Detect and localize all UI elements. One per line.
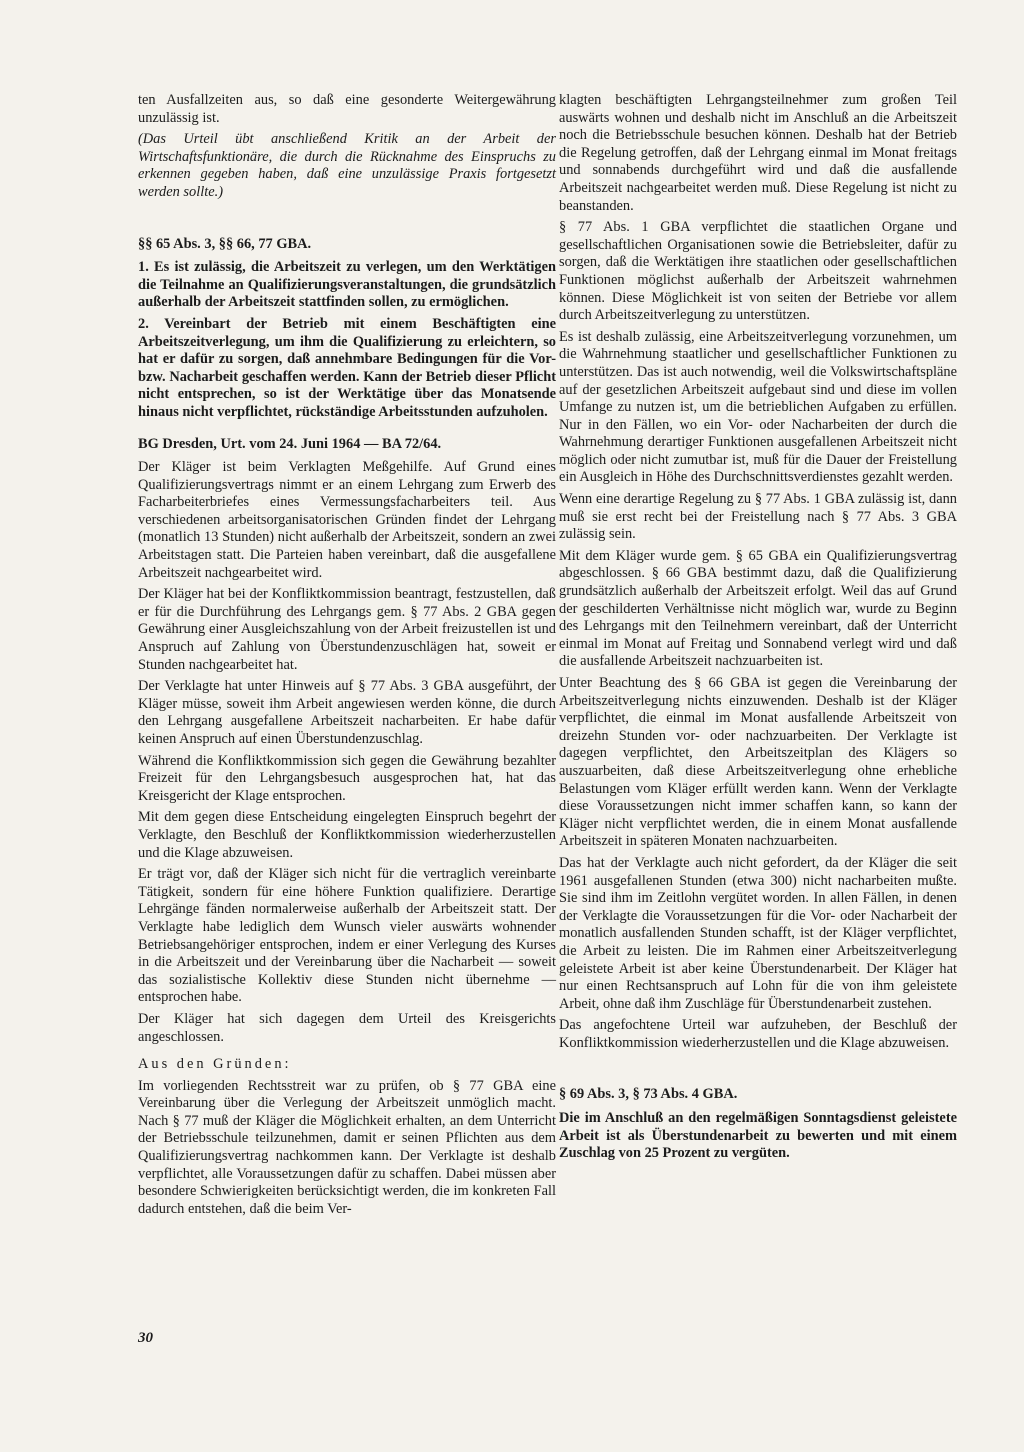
paragraph: Der Verklagte hat unter Hinweis auf § 77 Abs. 3 GBA ausgeführt, der Kläger müsse, soweit ihm Arbeit angewiesen werden könne, die durch den Lehrgang ausgefallene Arbeitszeit nacharbeiten. Er habe dafür keinen Anspruch auf einen Überstundenzuschlag. bbox=[138, 678, 556, 747]
right-column bbox=[559, 92, 957, 1167]
headnote-1: 1. Es ist zulässig, die Arbeitszeit zu verlegen, um den Werktätigen die Teilnahme an Qualifizierungsveranstaltungen, die grundsätzlich außerhalb der Arbeitszeit stattfinden sollen, zu ermöglichen. bbox=[138, 259, 556, 311]
page-number: 30 bbox=[138, 1330, 153, 1346]
paragraph: Während die Konfliktkommission sich gegen die Gewährung bezahlter Freizeit für den Lehrgangsbesuch ausgesprochen hat, hat das Kreisgericht der Klage entsprochen. bbox=[138, 752, 556, 804]
spacer bbox=[138, 206, 556, 236]
spacer bbox=[138, 426, 556, 436]
paragraph: Er trägt vor, daß der Kläger sich nicht für die vertraglich vereinbarte Tätigkeit, sondern für eine höhere Funktion qualifiziere. Derartige Lehrgänge fänden normalerweise außerhalb der Arbeitszeit statt. Der Verklagte habe lediglich dem Wunsch vieler auswärts wohnender Betriebsangehöriger entsprochen, indem er einer Verlegung des Kurses in die Arbeitszeit und der Vereinbarung über die Nacharbeit — soweit das sozialistische Kollektiv diese Stunden nicht übernehme — entsprochen habe. bbox=[138, 866, 556, 1006]
paragraph: Das angefochtene Urteil war aufzuheben, der Beschluß der Konfliktkommission wiederherzustellen und die Klage abzuweisen. bbox=[559, 1017, 957, 1051]
paragraph: § 77 Abs. 1 GBA verpflichtet die staatlichen Organe und gesellschaftlichen Organisationen sowie die Betriebsleiter, dafür zu sorgen, daß die Werktätigen ihre staatlichen oder gesellschaftlichen Funktionen möglichst außerhalb der Arbeitszeit wahrnehmen können. Diese Möglichkeit ist von seiten der Betriebe vor allem durch Arbeitszeitverlegung zu unterstützen. bbox=[559, 219, 957, 324]
paragraph: Der Kläger ist beim Verklagten Meßgehilfe. Auf Grund eines Qualifizierungsvertrags nimmt er an einem Lehrgang zum Erwerb des Facharbeiterbriefes eines Vermessungsfacharbeiters teil. Aus verschiedenen arbeitsorganisatorischen Gründen findet der Lehrgang (monatlich 13 Stunden) nicht außerhalb der Arbeitszeit, sondern an zwei Arbeitstagen statt. Die Parteien haben vereinbart, daß die ausgefallene Arbeitszeit nachgearbeitet wird. bbox=[138, 459, 556, 581]
paragraph: Wenn eine derartige Regelung zu § 77 Abs. 1 GBA zulässig ist, dann muß sie erst recht bei der Freistellung nach § 77 Abs. 3 GBA zulässig sein. bbox=[559, 491, 957, 543]
section-heading: § 69 Abs. 3, § 73 Abs. 4 GBA. bbox=[559, 1086, 738, 1103]
paragraph: Im vorliegenden Rechtsstreit war zu prüfen, ob § 77 GBA eine Vereinbarung über die Verlegung der Arbeitszeit unmöglich macht. Nach § 77 muß der Kläger die Möglichkeit erhalten, an dem Unterricht der Betriebsschule teilzunehmen, damit er seinen Pflichten aus dem Qualifizierungsvertrag nachkommen kann. Der Verklagte ist deshalb verpflichtet, alle Voraussetzungen dafür zu schaffen. Dabei müssen aber besondere Schwierigkeiten berücksichtigt werden, die im konkreten Fall dadurch entstehen, daß die beim Ver- bbox=[138, 1077, 556, 1217]
left-column bbox=[138, 92, 556, 1222]
paragraph: Unter Beachtung des § 66 GBA ist gegen die Vereinbarung der Arbeitszeitverlegung nichts einzuwenden. Deshalb ist der Kläger verpflichtet, die einmal im Monat ausfallende Arbeitszeit von dreizehn Stunden vor- oder nachzuarbeiten. Der Verklagte ist dagegen verpflichtet, den Arbeitszeitplan des Klägers so auszuarbeiten, daß diese Arbeitszeitverlegung ohne erhebliche Belastungen vom Kläger erfüllt werden kann. Wenn der Verklagte diese Voraussetzungen nicht immer schaffen kann, so kann der Kläger nicht verpflichtet werden, die in einem Monat ausfallende Arbeitszeit in späteren Monaten nachzuarbeiten. bbox=[559, 675, 957, 850]
editorial-note: (Das Urteil übt anschließend Kritik an der Arbeit der Wirtschaftsfunktionäre, die durch die Rücknahme des Einspruchs zu erkennen gegeben haben, daß eine unzulässige Praxis fortgesetzt werden sollte.) bbox=[138, 131, 556, 200]
section-heading: §§ 65 Abs. 3, §§ 66, 77 GBA. bbox=[138, 235, 312, 252]
paragraph: klagten beschäftigten Lehrgangsteilnehmer zum großen Teil auswärts wohnen und deshalb nicht im Anschluß an die Arbeitszeit noch die Betriebsschule besuchen können. Deshalb hat der Betrieb die Regelung getroffen, daß der Lehrgang einmal im Monat freitags und sonnabends durchgeführt wird und daß die ausfallende Arbeitszeit nachgearbeitet werden muß. Diese Regelung ist nicht zu beanstanden. bbox=[559, 92, 957, 214]
paragraph: ten Ausfallzeiten aus, so daß eine gesonderte Weitergewährung unzulässig ist. bbox=[138, 92, 556, 126]
paragraph: Der Kläger hat bei der Konfliktkommission beantragt, festzustellen, daß er für die Durchführung des Lehrgangs gem. § 77 Abs. 2 GBA gegen Gewährung einer Ausgleichszahlung von der Arbeit freizustellen ist und Anspruch auf Zahlung von Überstundenzuschlägen hat, soweit er Stunden nachgearbeitet hat. bbox=[138, 586, 556, 673]
court-citation: BG Dresden, Urt. vom 24. Juni 1964 — BA 72/64. bbox=[138, 435, 442, 452]
paragraph: Es ist deshalb zulässig, eine Arbeitszeitverlegung vorzunehmen, um die Wahrnehmung staatlicher und gesellschaftlicher Funktionen zu unterstützen. Das ist auch notwendig, weil die Volkswirtschaftspläne auf der gesetzlichen Arbeitszeit aufgebaut sind und diese im vollen Umfange zu nutzen ist, um die betrieblichen Aufgaben zu erfüllen. Nur in den Fällen, wo ein Vor- oder Nacharbeiten der durch die Wahrnehmung derartiger Funktionen ausgefallenen Arbeitszeit nicht möglich oder nicht zumutbar ist, muß für die Dauer der Freistellung ein Ausgleich in Höhe des Durchschnittsverdienstes gezahlt werden. bbox=[559, 328, 957, 486]
paragraph: Mit dem Kläger wurde gem. § 65 GBA ein Qualifizierungsvertrag abgeschlossen. § 66 GBA bestimmt dazu, daß die Qualifizierung grundsätzlich außerhalb der Arbeitszeit erfolgt. Weil das auf Grund der geschilderten Verhältnisse nicht möglich war, wurde zu Beginn des Lehrgangs mit den Teilnehmern vereinbart, daß der Unterricht einmal im Monat auf Freitag und Sonnabend verlegt wird und daß die ausfallende Arbeitszeit nachzuarbeiten ist. bbox=[559, 547, 957, 670]
grounds-heading: Aus den Gründen: bbox=[138, 1056, 292, 1073]
spacer bbox=[559, 1056, 957, 1086]
paragraph: Der Kläger hat sich dagegen dem Urteil des Kreisgerichts angeschlossen. bbox=[138, 1010, 556, 1045]
paragraph: Mit dem gegen diese Entscheidung eingelegten Einspruch begehrt der Verklagte, den Beschluß der Konfliktkommission wiederherzustellen und die Klage abzuweisen. bbox=[138, 809, 556, 861]
headnote-3: Die im Anschluß an den regelmäßigen Sonntagsdienst geleistete Arbeit ist als Überstundenarbeit zu bewerten und mit einem Zuschlag von 25 Prozent zu vergüten. bbox=[559, 1110, 957, 1162]
paragraph: Das hat der Verklagte auch nicht gefordert, da der Kläger die seit 1961 ausgefallenen Stunden (etwa 300) nicht nacharbeiten mußte. Sie sind ihm im Zeitlohn vergütet worden. In allen Fällen, in denen der Verklagte die Voraussetzungen für die Vor- oder Nacharbeit der monatlich ausfallenden Stunden schafft, ist der Kläger verpflichtet, die Arbeit zu leisten. Die im Rahmen einer Arbeitszeitverlegung geleistete Arbeit ist aber keine Überstundenarbeit. Der Kläger hat nur einen Rechtsanspruch auf Lohn für die von ihm geleistete Arbeit, ohne daß ihm Zuschläge für Überstundenarbeit zustehen. bbox=[559, 854, 957, 1012]
headnote-2: 2. Vereinbart der Betrieb mit einem Beschäftigten eine Arbeitszeitverlegung, um ihm die Qualifizierung zu erleichtern, so hat er dafür zu sorgen, daß annehmbare Bedingungen für die Vor- bzw. Nacharbeit geschaffen werden. Kann der Betrieb dieser Pflicht nicht entsprechen, so ist der Werktätige über das Monatsende hinaus nicht verpflichtet, rückständige Arbeitsstunden aufzuholen. bbox=[138, 315, 556, 420]
